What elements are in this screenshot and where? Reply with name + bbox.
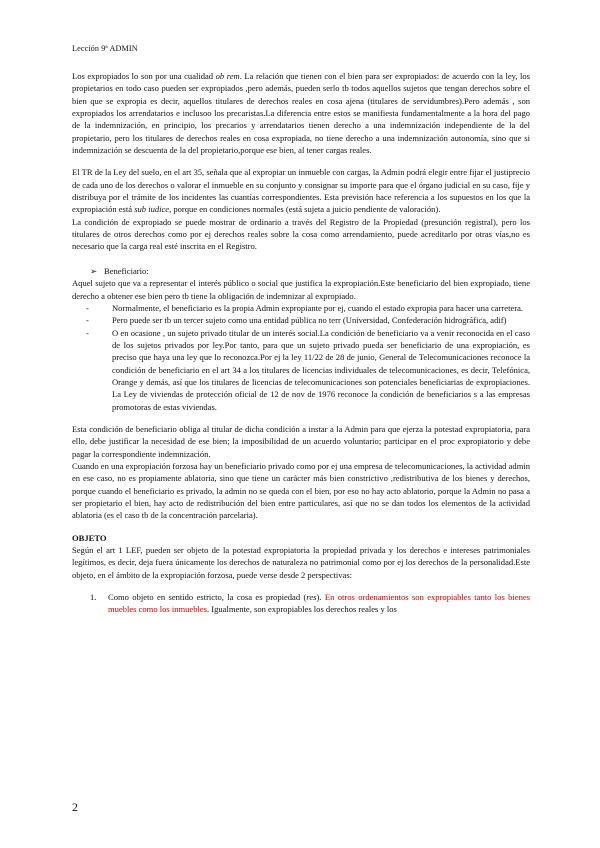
italic-text: sub iudice, xyxy=(134,204,172,215)
paragraph-obligacion: Esta condición de beneficiario obliga al titular de dicha condición a instar a la Admin para que ejerza la potestad expropiatoria, para ello, debe justificar la necesidad de ese bien; la imposibilidad de un acuerdo voluntario; participar en el proc expropiatorio y debe pagar la correspondiente indemnización. xyxy=(72,423,530,459)
paragraph-beneficiario-def: Aquel sujeto que va a representar el interés público o social que justifica la expropiación.Este beneficiario del bien expropiado, tiene derecho a obtener ese bien pero tb tiene la obligación de indemnizar al expropiado. xyxy=(72,278,530,301)
dash-list xyxy=(72,302,530,413)
list-item xyxy=(72,327,530,413)
page-number: 2 xyxy=(72,800,78,814)
bullet-beneficiario xyxy=(90,265,530,277)
item-number: 1. xyxy=(90,592,97,603)
italic-text: ob rem xyxy=(215,71,240,81)
paragraph-forzosa: Cuando en una expropiación forzosa hay un beneficiario privado como por ej una empresa de telecomunicaciones, la actividad admin en ese caso, no es propiamente ablatoria, sino que tiene un carácter más bien constrictivo ,redistributiva de los bienes y derechos, porque cuando el beneficiario es privado, la admin no se queda con el bien, por eso no hay acto ablatorio, porque la Admin no pasa a ser propietario el bien, hay acto de redistribución del bien entre particulares, así que no se dan todos los elementos de la actividad ablatoria (es el caso tb de la concentración parcelaria). xyxy=(72,460,530,521)
text-run: . Igualmente, son expropiables los derechos reales y los xyxy=(207,604,397,615)
list-item-text: Normalmente, el beneficiario es la propia Admin expropiante por ej, cuando el estado expropia para hacer una carretera. xyxy=(112,302,524,313)
text-run: El TR de la Ley del suelo, en el art 35, señala que al expropiar un inmueble con cargas, la Admin podrá elegir entre fijar el justiprecio de cada uno de los derechos o valorar el inmueble en su conjunto y consignar su importe para que el órgano judicial en su caso, fije y distribuya por el trámite de los incidentes las cuantías correspondientes. Esta previsión hace referencia a los supuestos en los que la expropiación está xyxy=(72,167,530,215)
item-text xyxy=(108,591,530,616)
list-item xyxy=(72,302,530,314)
text-run: Como objeto en sentido estricto, la cosa es propiedad ( xyxy=(108,592,307,603)
list-item-text: O en ocasione , un sujeto privado titular de un interés social.La condición de beneficiario va a venir reconocida en el caso de los sujetos privados por ley.Por tanto, para que un sujeto privado pueda ser beneficiario de una expropiación, es preciso que haya una ley que lo reconozca.Por ej la ley 11/22 de 28 de junio, General de Telecomunicaciones reconoce la condición de beneficiario en el art 34 a los titulares de licencias individuales de telecomunicaciones, es decir, Telefónica, Orange y demás, así que los titulares de licencias de telecomunicaciones son potenciales beneficiarias de expropiaciones. La Ley de viviendas de protección oficial de 12 de nov de 1976 reconoce la condición de beneficiarios s a las empresas promotoras de estas viviendas. xyxy=(112,327,530,412)
paragraph-ley-suelo xyxy=(72,166,530,215)
paragraph-registro: La condición de expropiado se puede mostrar de ordinario a través del Registro de la Propiedad (presunción registral), pero los titulares de otros derechos como por ej derechos reales sobre la cosa como arrendamiento, puede acreditarlo por otras vías,no es necesario que la carga real esté inscrita en el Registro. xyxy=(72,216,530,252)
page-header: Lección 9ª ADMIN xyxy=(72,44,138,53)
paragraph-objeto: Según el art 1 LEF, pueden ser objeto de la potestad expropiatoria la propiedad privada y los derechos e intereses patrimoniales legítimos, es decir, deja fuera únicamente los derechos de naturaleza no patrimonial como por ej los derechos de la personalidad.Este objeto, en el ámbito de la expropiación forzosa, puede verse desde 2 perspectivas: xyxy=(72,545,530,580)
paragraph-expropiados xyxy=(72,70,530,156)
bullet-label: Beneficiario: xyxy=(104,265,149,276)
dash-marker: - xyxy=(86,302,89,313)
section-title: OBJETO xyxy=(72,532,107,543)
highlighted-text: En otros ordenamientos son expropiables tanto los bienes muebles como los inmuebles xyxy=(108,592,530,615)
arrow-bullet-icon: ➢ xyxy=(90,265,98,276)
list-item-text: Pero puede ser tb un tercer sujeto como una entidad pública no terr (Universidad, Confederación hidrográfica, adif) xyxy=(112,315,507,326)
dash-marker: - xyxy=(86,327,89,338)
text-run: porque en condiciones normales (está sujeta a juicio pendiente de valoración). xyxy=(171,204,441,215)
numbered-item xyxy=(72,591,530,616)
text-run: ). xyxy=(316,592,325,603)
list-item xyxy=(72,314,530,326)
dash-marker: - xyxy=(86,315,89,326)
text-run: Los expropiados lo son por una cualidad xyxy=(72,71,216,81)
text-run: . La relación que tienen con el bien para ser expropiados: de acuerdo con la ley, los propietarios en todo caso pueden ser expropiados ,pero además, pueden serlo tb todos aquellos sujetos que tengan derechos sobre el bien que se expropia es decir, aquellos titulares de derechos reales en cosa ajena (titulares de servidumbres).Pero además , son expropiados los arrendatarios e inclusoo los precaristas.La diferencia entre estos se manifiesta fundamentalmente a la hora del pago de la indemnización, en principio, los precarios y arrendatarios tienen derecho a una indemnización independiente de la del propietario, pero los titulares de derechos reales en cosa expropiada, no tiene derecho a una indemnización autonomía, sino que si indemnización se descuenta de la del propietario,porque ese bien, al tener cargas reales. xyxy=(72,71,530,156)
document-body xyxy=(72,70,530,616)
italic-text: res xyxy=(306,592,317,603)
